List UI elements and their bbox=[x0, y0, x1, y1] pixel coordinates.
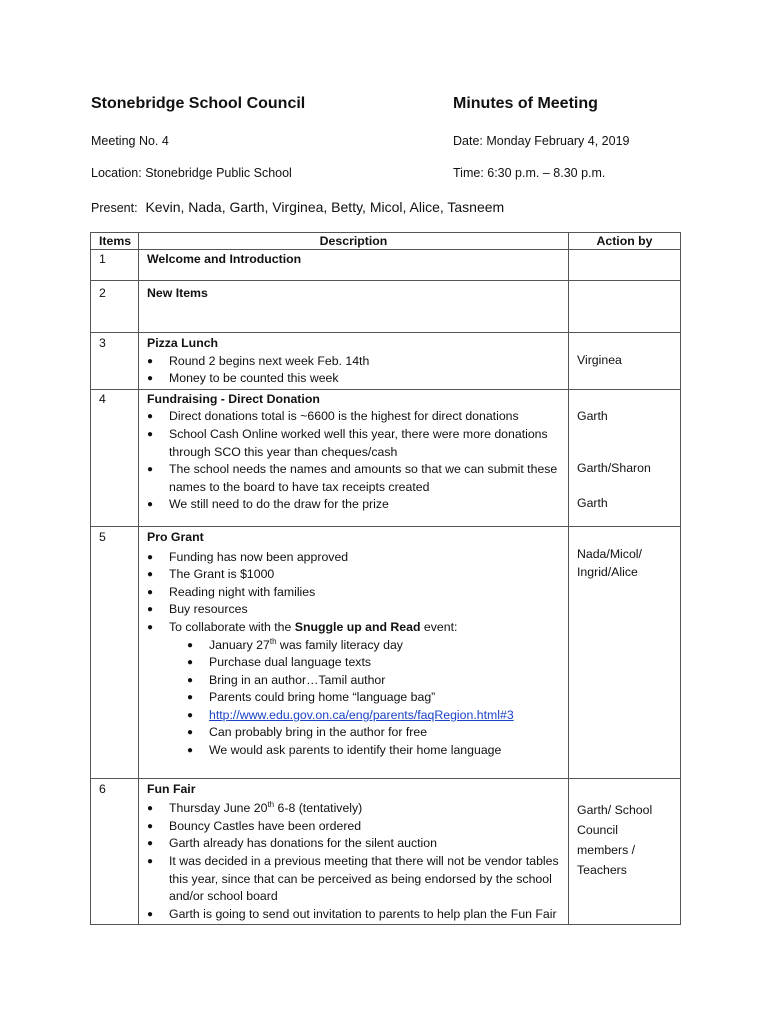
ordinal-suffix: th bbox=[267, 800, 275, 810]
table-row bbox=[91, 333, 681, 390]
bullet-list bbox=[147, 408, 560, 514]
list-item: ● Buy resources bbox=[147, 601, 560, 619]
list-item: ● Money to be counted this week bbox=[147, 370, 560, 388]
action-cell bbox=[569, 281, 681, 333]
item-description bbox=[139, 778, 569, 925]
item-title: Fundraising - Direct Donation bbox=[147, 391, 320, 406]
list-item: ● Funding has now been approved bbox=[147, 549, 560, 567]
bullet-list bbox=[147, 800, 560, 923]
sub-bullet-list bbox=[169, 637, 560, 760]
item-number: 2 bbox=[91, 281, 139, 333]
action-by: Teachers bbox=[577, 862, 627, 877]
present-names: Kevin, Nada, Garth, Virginea, Betty, Micol, Alice, Tasneem bbox=[145, 199, 505, 215]
list-item: ● We would ask parents to identify their home language bbox=[187, 742, 560, 760]
list-item: ● Direct donations total is ~6600 is the highest for direct donations bbox=[147, 408, 560, 426]
header-action-by: Action by bbox=[569, 233, 681, 250]
action-by: Nada/Micol/ bbox=[577, 546, 642, 561]
item-title: Pizza Lunch bbox=[147, 336, 219, 350]
list-item: ● The Grant is $1000 bbox=[147, 566, 560, 584]
action-by: Garth/ School bbox=[577, 802, 653, 817]
item-number: 1 bbox=[91, 250, 139, 281]
faq-region-link[interactable]: http://www.edu.gov.on.ca/eng/parents/faqRegion.html#3 bbox=[209, 707, 514, 722]
item-number: 5 bbox=[91, 526, 139, 778]
sub-text: was family literacy day bbox=[276, 637, 403, 652]
item-title: Pro Grant bbox=[147, 529, 204, 544]
sub-text: January 27 bbox=[209, 637, 270, 652]
item-number: 6 bbox=[91, 778, 139, 925]
minutes-title: Minutes of Meeting bbox=[453, 95, 598, 112]
present-label: Present: bbox=[91, 201, 138, 215]
action-by: members / bbox=[577, 842, 636, 857]
list-item: ● Bring in an author…Tamil author bbox=[187, 672, 560, 690]
list-item: ● Garth is going to send out invitation to parents to help plan the Fun Fair bbox=[147, 906, 560, 924]
header-items: Items bbox=[91, 233, 139, 250]
table-row bbox=[91, 389, 681, 526]
item-description bbox=[139, 333, 569, 390]
item-title: New Items bbox=[139, 281, 569, 333]
table-header-row bbox=[91, 233, 681, 250]
list-item: ● Can probably bring in the author for free bbox=[187, 724, 560, 742]
action-cell bbox=[569, 778, 681, 925]
meeting-time: Time: 6:30 p.m. – 8.30 p.m. bbox=[453, 166, 606, 180]
action-by: Garth bbox=[577, 408, 608, 423]
table-row bbox=[91, 250, 681, 281]
minutes-table bbox=[90, 232, 681, 925]
action-by: Garth/Sharon bbox=[577, 461, 651, 476]
attendees bbox=[91, 199, 504, 215]
list-item: ● It was decided in a previous meeting that there will not be vendor tables this year, since that can be perceived as being endorsed by the school and/or school board bbox=[147, 853, 560, 906]
action-cell bbox=[569, 526, 681, 778]
meeting-date: Date: Monday February 4, 2019 bbox=[453, 134, 630, 148]
list-item: ● Purchase dual language texts bbox=[187, 654, 560, 672]
action-by: Ingrid/Alice bbox=[577, 564, 638, 579]
list-item: ● School Cash Online worked well this year, there were more donations through SCO this year than cheques/cash bbox=[147, 426, 560, 461]
table-row bbox=[91, 526, 681, 778]
list-item: ● Bouncy Castles have been ordered bbox=[147, 818, 560, 836]
collab-prefix: To collaborate with the bbox=[169, 619, 295, 634]
collab-suffix: event: bbox=[420, 619, 458, 634]
item-title: Fun Fair bbox=[147, 781, 196, 796]
action-by: Virginea bbox=[569, 333, 681, 390]
item-description bbox=[139, 389, 569, 526]
ordinal-suffix: th bbox=[269, 636, 277, 646]
bullet-text: 6-8 (tentatively) bbox=[274, 801, 363, 816]
action-by: Garth bbox=[577, 495, 608, 510]
action-by: Council bbox=[577, 822, 619, 837]
table-row bbox=[91, 281, 681, 333]
list-item: ● We still need to do the draw for the prize bbox=[147, 496, 560, 514]
list-item bbox=[147, 800, 560, 818]
table-row bbox=[91, 778, 681, 925]
meeting-location: Location: Stonebridge Public School bbox=[91, 166, 292, 180]
council-title: Stonebridge School Council bbox=[91, 95, 306, 112]
item-description bbox=[139, 526, 569, 778]
list-item: ● Parents could bring home “language bag” bbox=[187, 689, 560, 707]
action-cell bbox=[569, 250, 681, 281]
item-number: 4 bbox=[91, 389, 139, 526]
item-title: Welcome and Introduction bbox=[139, 250, 569, 281]
bullet-text: Thursday June 20 bbox=[169, 801, 268, 816]
list-item: ● Garth already has donations for the silent auction bbox=[147, 835, 560, 853]
list-item: ● Reading night with families bbox=[147, 584, 560, 602]
action-cell bbox=[569, 389, 681, 526]
bullet-list bbox=[147, 353, 560, 388]
item-number: 3 bbox=[91, 333, 139, 390]
list-item bbox=[147, 619, 560, 760]
list-item bbox=[187, 707, 560, 725]
list-item bbox=[187, 637, 560, 655]
meeting-number: Meeting No. 4 bbox=[91, 134, 169, 148]
list-item: ● Round 2 begins next week Feb. 14th bbox=[147, 353, 560, 371]
bullet-list bbox=[147, 549, 560, 760]
list-item: ● The school needs the names and amounts so that we can submit these names to the board to have tax receipts created bbox=[147, 461, 560, 496]
header-description: Description bbox=[139, 233, 569, 250]
event-name: Snuggle up and Read bbox=[294, 619, 421, 634]
